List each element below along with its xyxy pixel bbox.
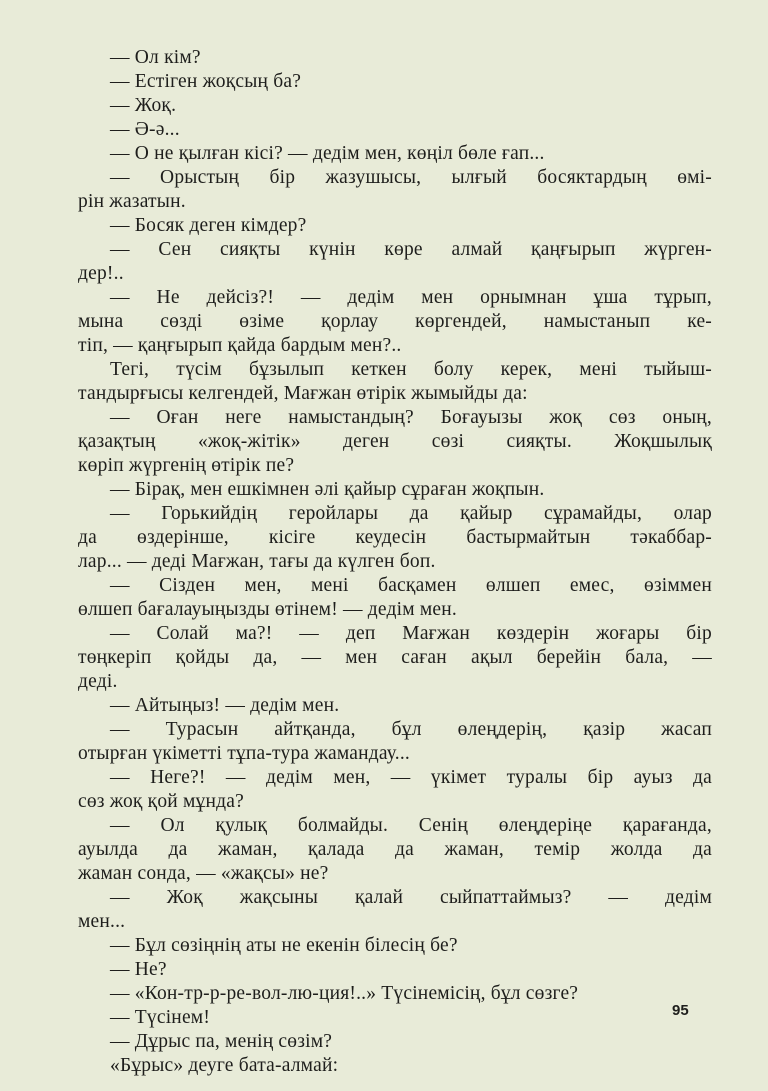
text-line: — О не қылған кісі? — дедім мен, көңіл бөле ғап... — [110, 143, 545, 164]
text-line: — Жоқ. — [110, 95, 177, 116]
text-line: — Айтыңыз! — дедім мен. — [110, 695, 340, 716]
text-line: көріп жүргенің өтірік пе? — [78, 455, 295, 476]
text-line: — Бұл сөзіңнің аты не екенін білесің бе? — [110, 935, 458, 956]
text-line: төңкеріп қойды да, — мен саған ақыл берейін бала, — — [78, 647, 712, 668]
text-line: — Оған неге намыстандың? Боғауызы жоқ сөз оның, — [110, 407, 712, 428]
text-line: — Босяк деген кімдер? — [110, 215, 307, 236]
text-line: жаман сонда, — «жақсы» не? — [78, 863, 329, 884]
text-line: — Дұрыс па, менің сөзім? — [110, 1031, 333, 1052]
text-line: — Сен сияқты күнін көре алмай қаңғырып жүрген- — [110, 239, 712, 260]
text-line: — Солай ма?! — деп Мағжан көздерін жоғары бір — [110, 623, 712, 644]
text-line: — Түсінем! — [110, 1007, 211, 1028]
text-line: — Естіген жоқсың ба? — [110, 71, 302, 92]
page-number: 95 — [672, 1002, 689, 1019]
text-line: лар... — деді Мағжан, тағы да күлген боп. — [78, 551, 436, 572]
text-line: өлшеп бағалауыңызды өтінем! — дедім мен. — [78, 599, 457, 620]
text-line: да өздерінше, кісіге кеудесін бастырмайтын тәкаббар- — [78, 527, 712, 548]
text-line: — Ә-ә... — [110, 119, 180, 140]
text-line: сөз жоқ қой мұнда? — [78, 791, 244, 812]
text-line: Тегі, түсім бұзылып кеткен болу керек, мені тыйыш- — [110, 359, 712, 380]
page-body-text — [78, 46, 712, 1078]
text-line: — Неге?! — дедім мен, — үкімет туралы бір ауыз да — [110, 767, 712, 788]
text-line: — Не дейсіз?! — дедім мен орнымнан ұша тұрып, — [110, 287, 712, 308]
text-line: — Бірақ, мен ешкімнен әлі қайыр сұраған жоқпын. — [110, 479, 545, 500]
text-line: рін жазатын. — [78, 191, 186, 212]
text-line: — Не? — [110, 959, 167, 980]
text-line: тандырғысы келгендей, Мағжан өтірік жымыйды да: — [78, 383, 528, 404]
text-line: — Горькийдің геройлары да қайыр сұрамайды, олар — [110, 503, 712, 524]
text-line: ауылда да жаман, қалада да жаман, темір жолда да — [78, 839, 712, 860]
text-line: қазақтың «жоқ-жітік» деген сөзі сияқты. Жоқшылық — [78, 431, 712, 452]
text-line: деді. — [78, 671, 118, 692]
text-line: — Турасын айтқанда, бұл өлеңдерің, қазір жасап — [110, 719, 712, 740]
text-line: — Жоқ жақсыны қалай сыйпаттаймыз? — дедім — [110, 887, 712, 908]
text-line: — «Кон-тр-р-ре-вол-лю-ция!..» Түсінемісің, бұл сөзге? — [110, 983, 579, 1004]
text-line: — Ол кім? — [110, 47, 201, 68]
text-line: — Ол қулық болмайды. Сенің өлеңдеріңе қарағанда, — [110, 815, 712, 836]
text-line: дер!.. — [78, 263, 124, 284]
text-line: мен... — [78, 911, 126, 932]
text-line: — Сізден мен, мені басқамен өлшеп емес, өзіммен — [110, 575, 712, 596]
text-line: тіп, — қаңғырып қайда бардым мен?.. — [78, 335, 402, 356]
text-line: мына сөзді өзіме қорлау көргендей, намыстанып ке- — [78, 311, 712, 332]
text-line: отырған үкіметті тұпа-тура жамандау... — [78, 743, 410, 764]
text-line: «Бұрыс» деуге бата-алмай: — [110, 1055, 339, 1076]
text-line: — Орыстың бір жазушысы, ылғый босяктардың өмі- — [110, 167, 712, 188]
